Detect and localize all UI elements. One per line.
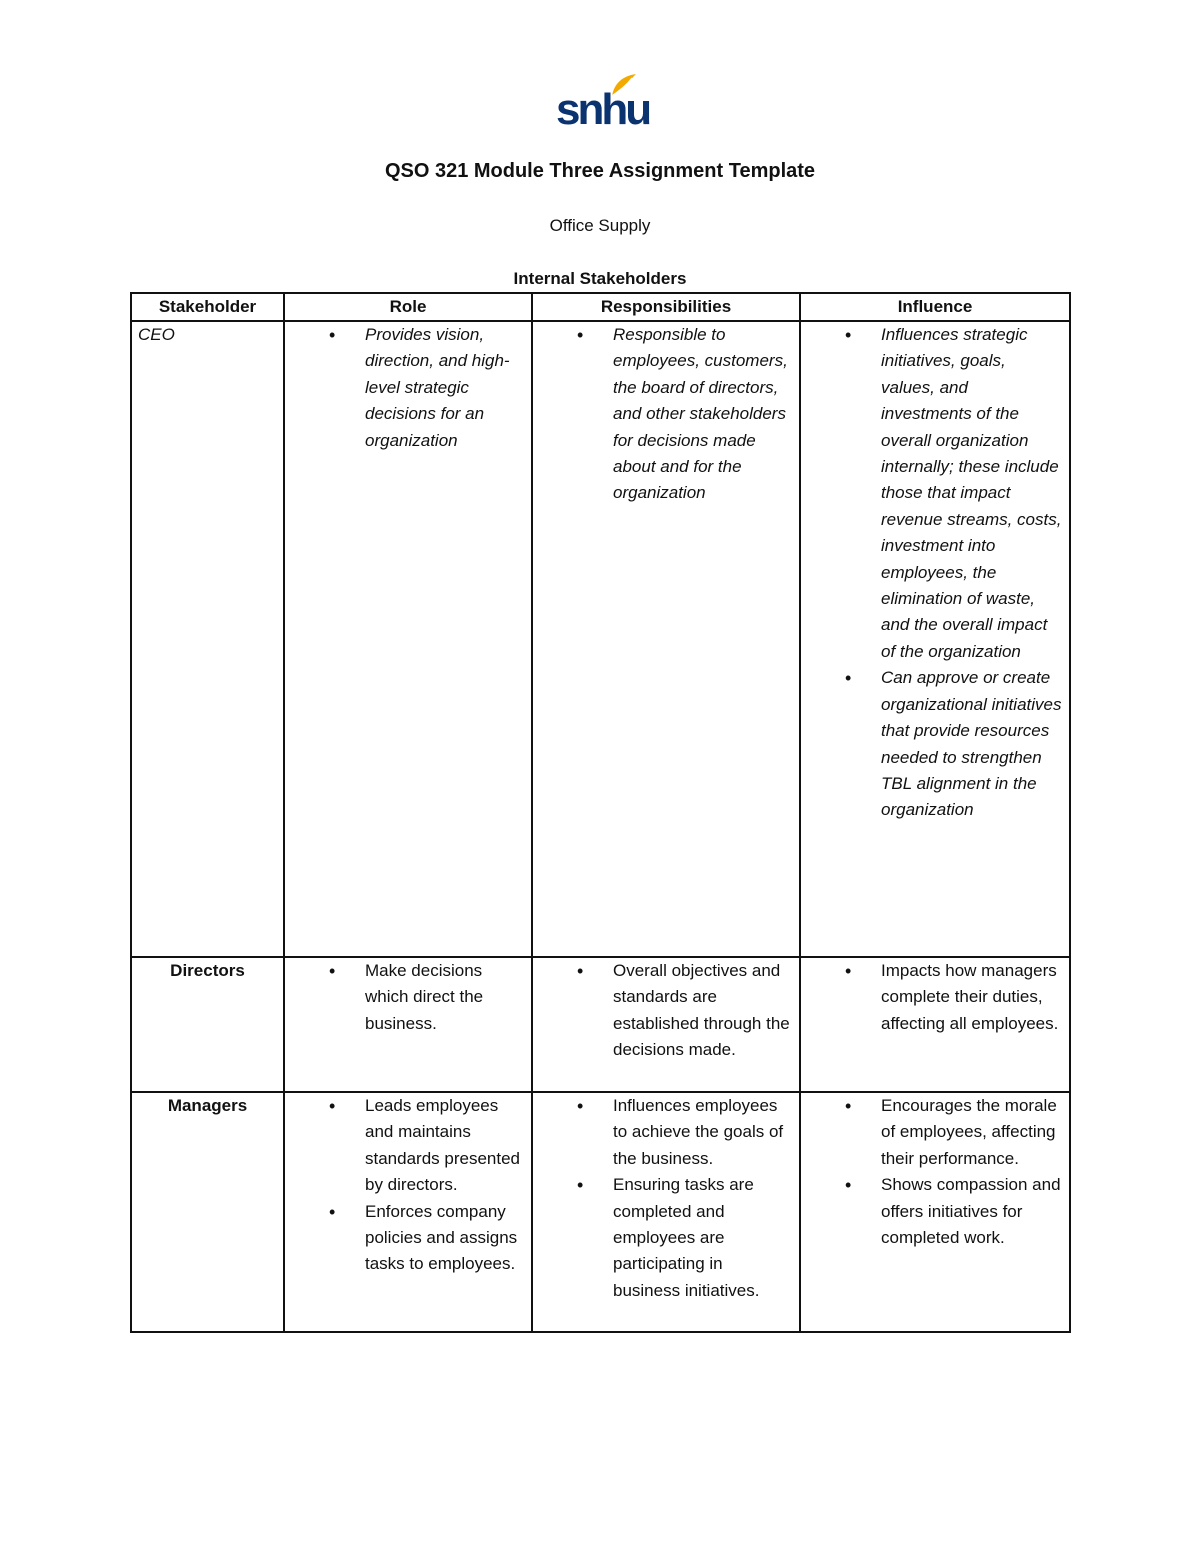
list-item: • Impacts how managers complete their duties, affecting all employees. — [881, 958, 1063, 1037]
stakeholder-name: CEO — [131, 321, 284, 957]
stakeholder-name: Directors — [131, 957, 284, 1092]
list-item: • Ensuring tasks are completed and employees are participating in business initiatives. — [613, 1172, 793, 1304]
role-cell — [284, 321, 532, 957]
list-item: • Influences employees to achieve the goals of the business. — [613, 1093, 793, 1172]
role-cell — [284, 1092, 532, 1332]
page-subtitle: Office Supply — [549, 216, 651, 235]
stakeholder-table — [130, 292, 1071, 1333]
list-item: • Overall objectives and standards are established through the decisions made. — [613, 958, 793, 1064]
snhu-logo — [550, 72, 650, 134]
list-item: • Make decisions which direct the business. — [365, 958, 525, 1037]
table-row — [131, 321, 1070, 957]
table-caption: Internal Stakeholders — [513, 269, 687, 288]
responsibilities-cell — [532, 1092, 800, 1332]
table-row — [131, 957, 1070, 1092]
column-header-influence: Influence — [800, 293, 1070, 321]
influence-cell — [800, 321, 1070, 957]
table-row — [131, 1092, 1070, 1332]
page-title: QSO 321 Module Three Assignment Template — [384, 160, 816, 182]
column-header-stakeholder: Stakeholder — [131, 293, 284, 321]
list-item: • Can approve or create organizational initiatives that provide resources needed to strengthen TBL alignment in the organization — [881, 665, 1063, 823]
list-item: • Provides vision, direction, and high-level strategic decisions for an organization — [365, 322, 525, 454]
influence-cell — [800, 957, 1070, 1092]
responsibilities-cell — [532, 321, 800, 957]
list-item: • Responsible to employees, customers, the board of directors, and other stakeholders for decisions made about and for the organization — [613, 322, 793, 507]
table-header-row — [131, 293, 1070, 321]
list-item: • Enforces company policies and assigns tasks to employees. — [365, 1199, 525, 1278]
column-header-responsibilities: Responsibilities — [532, 293, 800, 321]
list-item: • Leads employees and maintains standards presented by directors. — [365, 1093, 525, 1199]
list-item: • Encourages the morale of employees, affecting their performance. — [881, 1093, 1063, 1172]
logo-wordmark: snhu — [556, 85, 650, 134]
column-header-role: Role — [284, 293, 532, 321]
list-item: • Shows compassion and offers initiatives for completed work. — [881, 1172, 1063, 1251]
responsibilities-cell — [532, 957, 800, 1092]
role-cell — [284, 957, 532, 1092]
influence-cell — [800, 1092, 1070, 1332]
list-item: • Influences strategic initiatives, goals, values, and investments of the overall organization internally; these include those that impact revenue streams, costs, investment into employees, the elimination of waste, and the overall impact of the organization — [881, 322, 1063, 665]
stakeholder-name: Managers — [131, 1092, 284, 1332]
